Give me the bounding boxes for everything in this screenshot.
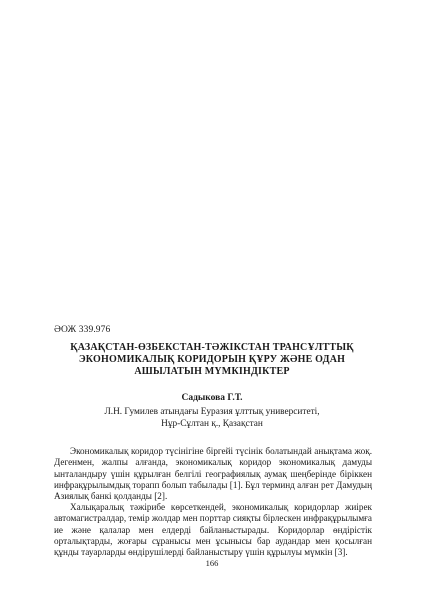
body-paragraph [54, 502, 372, 558]
page-number: 166 [205, 558, 219, 568]
body-paragraph [54, 446, 372, 502]
author-name: Садыкова Г.Т. [181, 393, 243, 403]
title-line: ЭКОНОМИКАЛЫҚ КОРИДОРЫН ҚҰРУ ЖӘНЕ ОДАН [78, 354, 346, 365]
title-line: ҚАЗАҚСТАН-ӨЗБЕКСТАН-ТӘЖІКСТАН ТРАНСҰЛТТЫҚ [70, 342, 354, 353]
udc-code: ӘОЖ 339.976 [54, 325, 111, 335]
title-line: АШЫЛАТЫН МҮМКІНДІКТЕР [134, 366, 290, 377]
paragraph-text: Халықаралық тәжірибе көрсеткендей, экономикалық коридорлар жиірек автомагистралдар, темір жолдар мен порттар сияқты бірлескен инфрақұрылымға ие және қалалар мен елдерді байланыстырады. Коридорлар өндірістік орталықтарды, жоғары сұранысы мен ұсынысы бар аудандар мен қосылған құнды тауарларды өндірушілерді байланыстыру үшін құрылуы мүмкін [3]. [54, 502, 372, 558]
affiliation-line: Нұр-Сұлтан қ., Қазақстан [161, 419, 263, 429]
author-affiliation [50, 406, 374, 430]
paragraph-text: Экономикалық коридор түсінігіне біргейі түсінік болатындай анықтама жоқ. Дегенмен, жалпы алғанда, экономикалық коридор экономикалық дамуды ынталандыру үшін құрылған белгілі географиялық аумақ шеңберінде біріккен инфрақұрылымдық торапп болып табылады [1]. Бұл терминд алған рет Дамудың Азиялық банкі қолданды [2]. [54, 446, 372, 502]
paper-title [50, 342, 374, 378]
affiliation-line: Л.Н. Гумилев атындағы Еуразия ұлттық университеті, [104, 407, 320, 417]
